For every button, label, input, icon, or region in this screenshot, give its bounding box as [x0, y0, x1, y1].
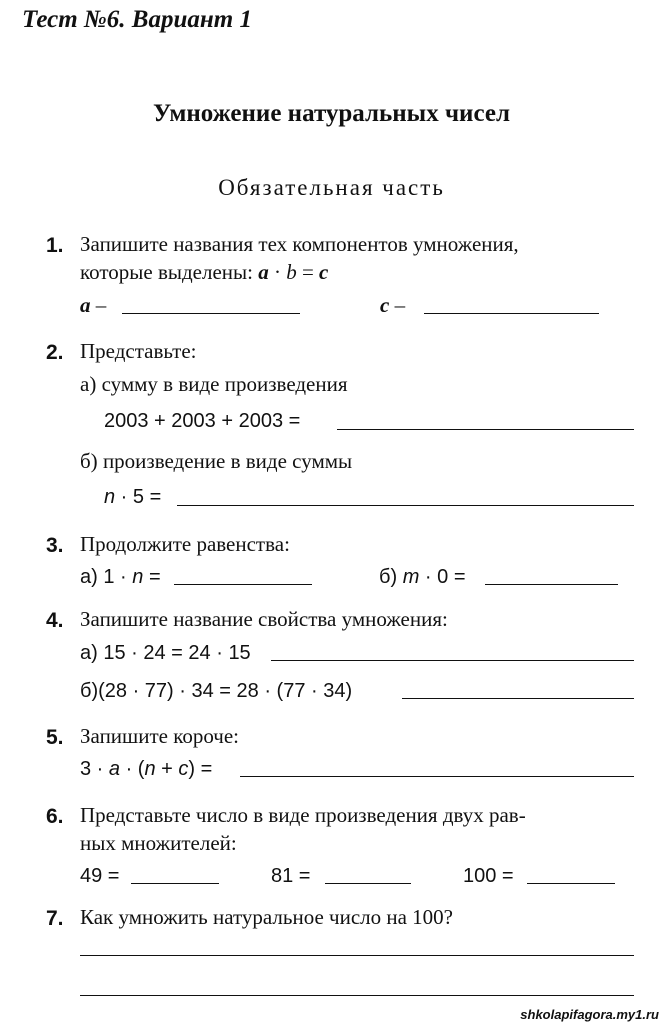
q6-number: 6. — [46, 805, 64, 828]
page-title: Умножение натуральных чисел — [153, 100, 510, 127]
q6-answer-49-line[interactable] — [131, 883, 219, 884]
q1-formula-b: b — [286, 260, 297, 284]
q1-answer-a-label: a – — [80, 293, 107, 317]
q2a-answer-line[interactable] — [337, 429, 634, 430]
q7-answer-line-1[interactable] — [80, 955, 634, 956]
q4a-expression: а) 15 · 24 = 24 · 15 — [80, 642, 251, 664]
q1-answer-c-line[interactable] — [424, 313, 599, 314]
q2a-expression: 2003 + 2003 + 2003 = — [104, 410, 301, 432]
watermark: shkolapifagora.my1.ru — [520, 1007, 659, 1022]
q2b-answer-line[interactable] — [177, 505, 634, 506]
q2b-expression: n · 5 = — [104, 486, 162, 508]
q3b-answer-line[interactable] — [485, 584, 618, 585]
q3b-expression: б) m · 0 = — [379, 566, 466, 588]
q1-answer-c-label: c – — [380, 293, 406, 317]
q4-text: Запишите название свойства умножения: — [80, 607, 448, 631]
q3a-expression: а) 1 · n = — [80, 566, 161, 588]
q2b-text: б) произведение в виде суммы — [80, 449, 353, 473]
q2a-text: а) сумму в виде произведения — [80, 372, 348, 396]
q7-number: 7. — [46, 907, 64, 930]
test-header: Тест №6. Вариант 1 — [22, 6, 252, 33]
q5-answer-line[interactable] — [240, 776, 634, 777]
q4a-answer-line[interactable] — [271, 660, 634, 661]
q1-number: 1. — [46, 234, 64, 257]
q4-number: 4. — [46, 609, 64, 632]
q6-value-100: 100 = — [463, 865, 514, 887]
q2-text: Представьте: — [80, 339, 197, 363]
q6-value-81: 81 = — [271, 865, 311, 887]
q3-text: Продолжите равенства: — [80, 532, 290, 556]
q7-answer-line-2[interactable] — [80, 995, 634, 996]
q1-formula-c: c — [319, 260, 329, 284]
q6-text-line1: Представьте число в виде произведения двух рав- — [80, 803, 526, 827]
q6-answer-81-line[interactable] — [325, 883, 411, 884]
q4b-expression: б)(28 · 77) · 34 = 28 · (77 · 34) — [80, 680, 353, 702]
q4b-answer-line[interactable] — [402, 698, 634, 699]
q3a-answer-line[interactable] — [174, 584, 312, 585]
q6-text-line2: ных множителей: — [80, 831, 237, 855]
q1-text-line1: Запишите названия тех компонентов умножения, — [80, 232, 519, 256]
q1-text-line2: которые выделены: a · b = c — [80, 260, 329, 284]
q5-text: Запишите короче: — [80, 724, 240, 748]
q6-value-49: 49 = — [80, 865, 120, 887]
q2-number: 2. — [46, 341, 64, 364]
q6-answer-100-line[interactable] — [527, 883, 615, 884]
q5-number: 5. — [46, 726, 64, 749]
q1-answer-a-line[interactable] — [122, 313, 300, 314]
q3-number: 3. — [46, 534, 64, 557]
section-subtitle: Обязательная часть — [218, 175, 445, 200]
q1-formula-a: a — [258, 260, 269, 284]
q5-expression: 3 · a · (n + c) = — [80, 758, 213, 780]
q7-text: Как умножить натуральное число на 100? — [80, 905, 454, 929]
